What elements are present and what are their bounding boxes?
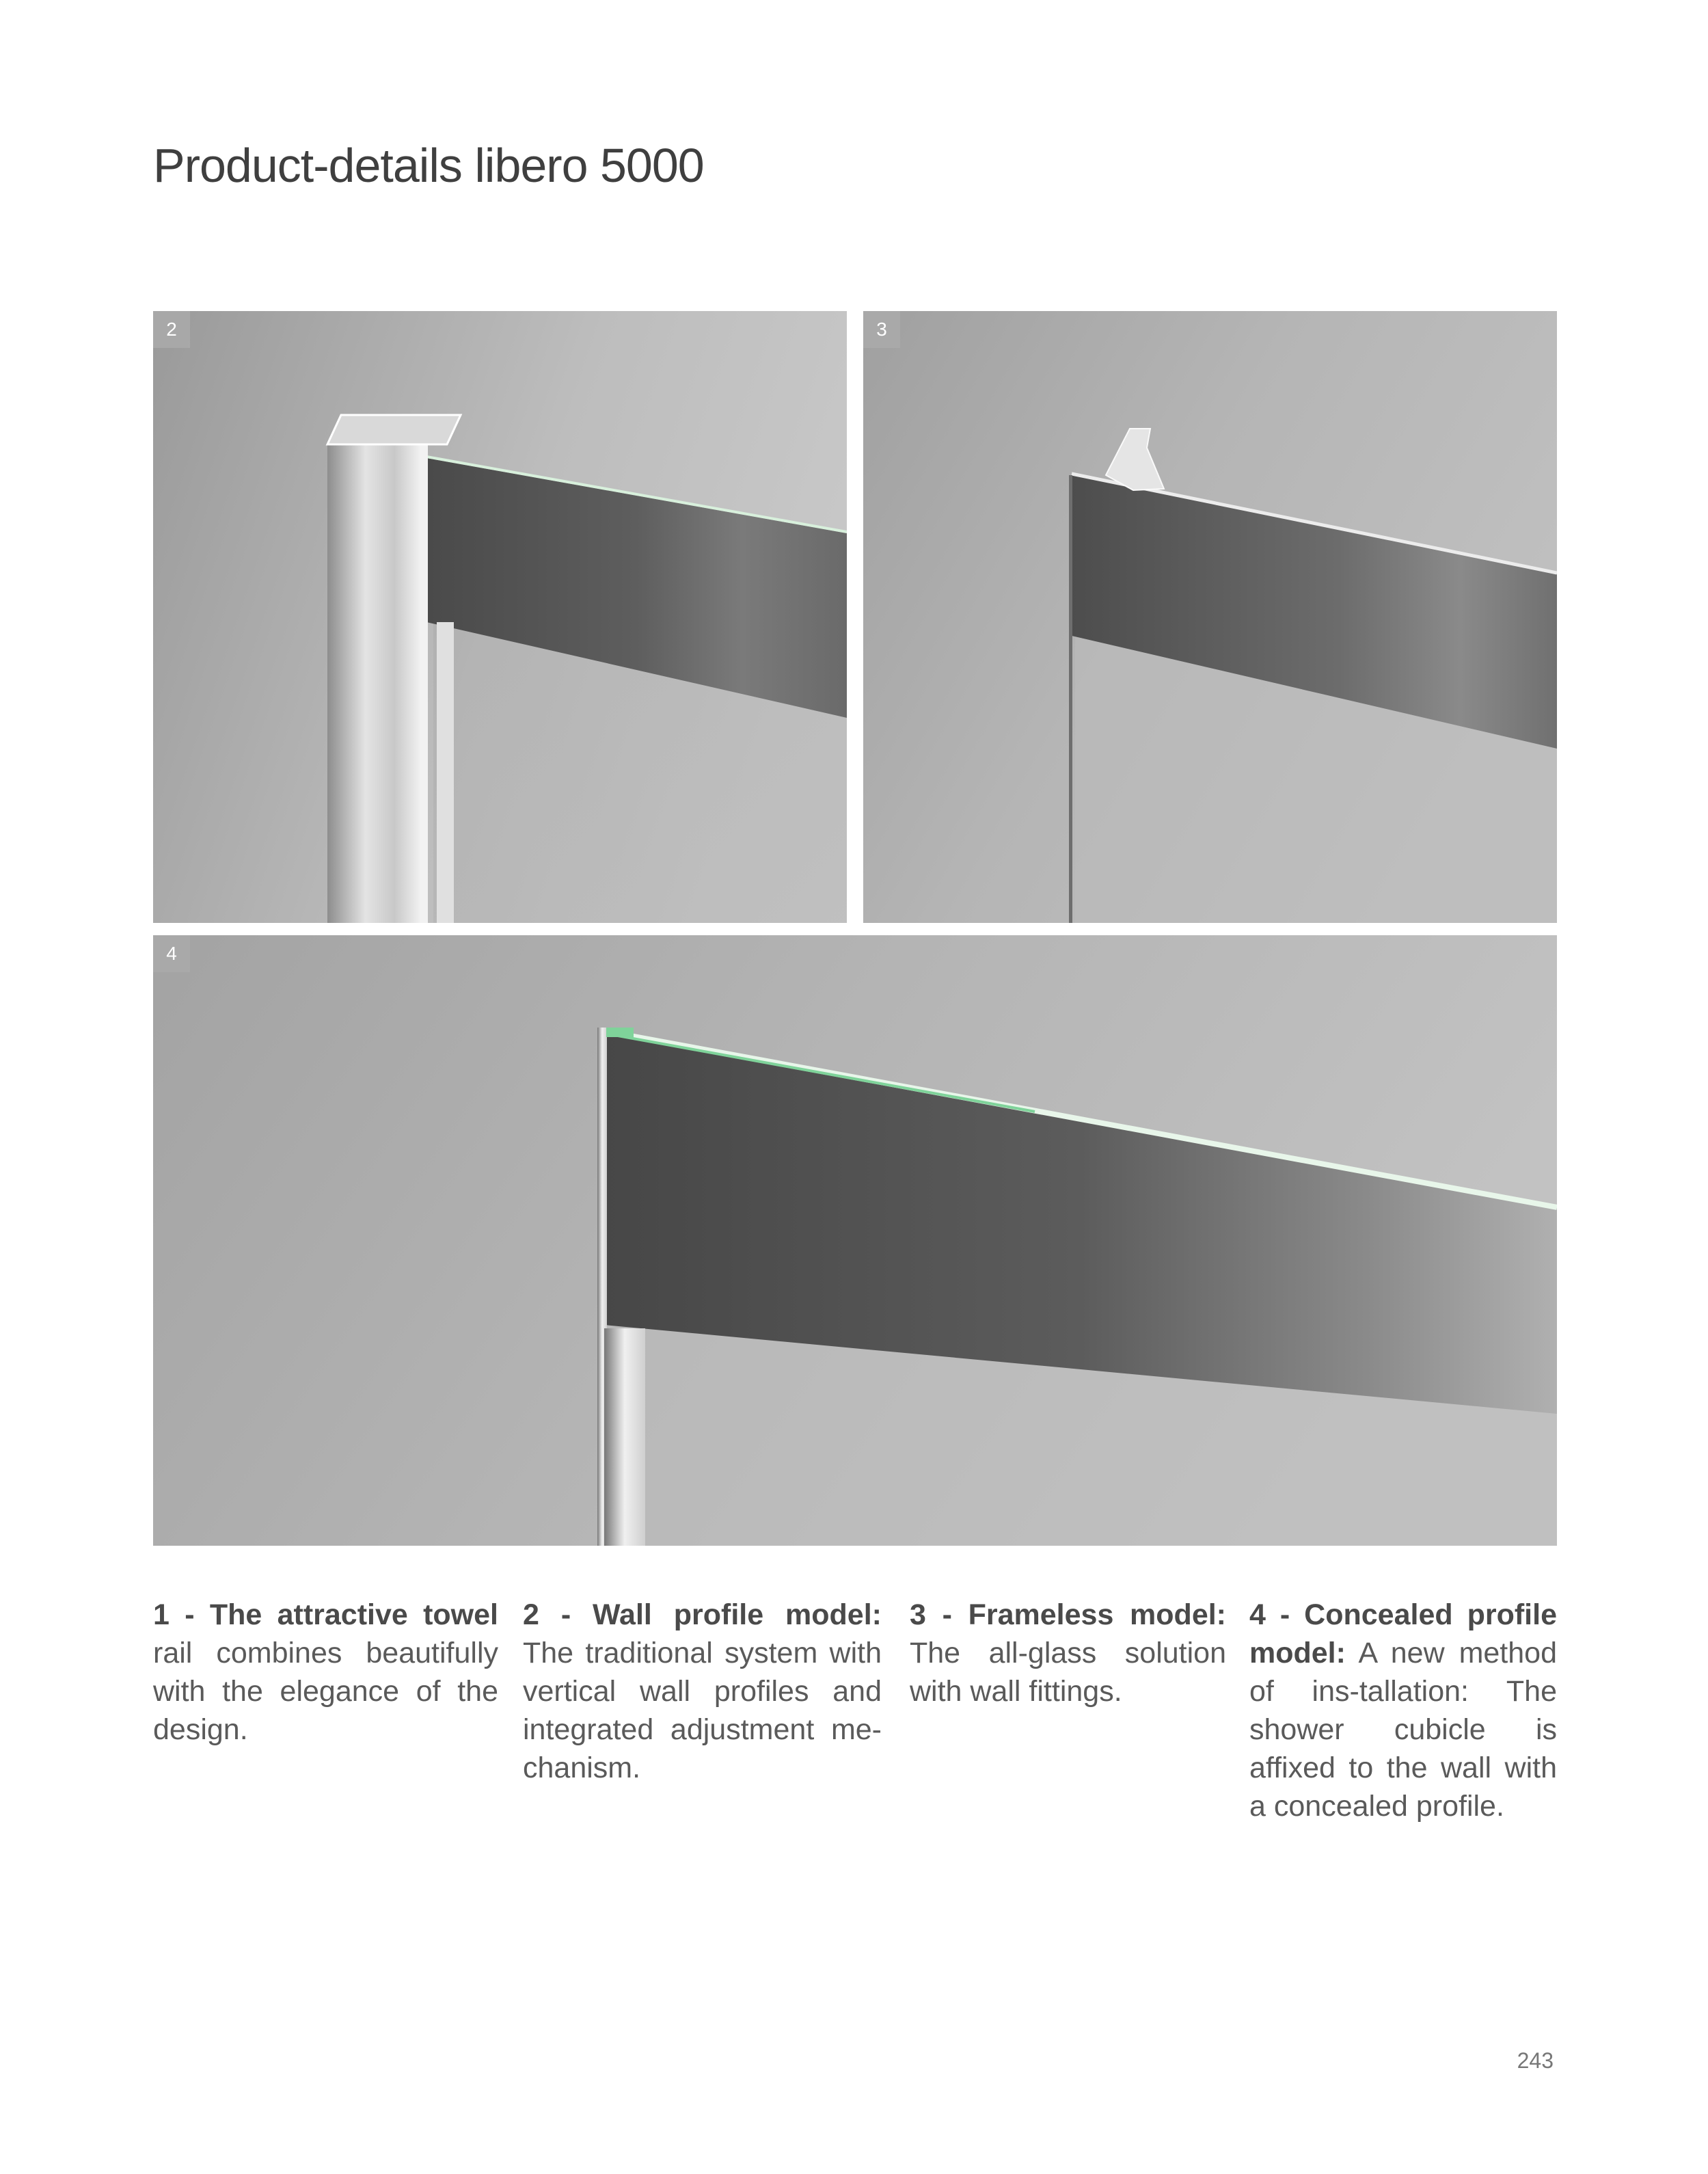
photo-number-badge: 4 — [153, 935, 190, 972]
page-number: 243 — [1517, 2048, 1554, 2073]
wall-profile-illustration — [153, 311, 847, 923]
frameless-illustration — [863, 311, 1557, 923]
photo-frameless — [863, 311, 1557, 923]
caption-title: 3 - Frameless model: — [910, 1598, 1226, 1631]
caption-title: 2 - Wall profile model: — [523, 1598, 882, 1631]
caption-text: rail combines beautifully with the elegance of the design. — [153, 1637, 498, 1746]
caption-title: 4 - Concealed profile model: — [1249, 1598, 1557, 1669]
page-title: Product-details libero 5000 — [153, 139, 704, 192]
caption-text: The traditional system with vertical wall profiles and integrated adjustment me-chanism. — [523, 1637, 882, 1784]
photo-wall-profile — [153, 311, 847, 923]
caption-wall-profile — [523, 1596, 882, 1787]
caption-text: The all-glass solution with wall fittings. — [910, 1637, 1226, 1708]
concealed-profile-illustration — [153, 935, 1557, 1546]
photo-number-badge: 3 — [863, 311, 900, 348]
caption-frameless — [910, 1596, 1226, 1710]
captions — [153, 1596, 1557, 1883]
caption-towel-rail — [153, 1596, 498, 1749]
caption-concealed-profile — [1249, 1596, 1557, 1825]
caption-text: A new method of ins-tallation: The shower cubicle is affixed to the wall with a concealed profile. — [1249, 1637, 1557, 1823]
caption-title: 1 - The attractive towel — [153, 1598, 498, 1631]
photo-concealed-profile — [153, 935, 1557, 1546]
photo-number-badge: 2 — [153, 311, 190, 348]
